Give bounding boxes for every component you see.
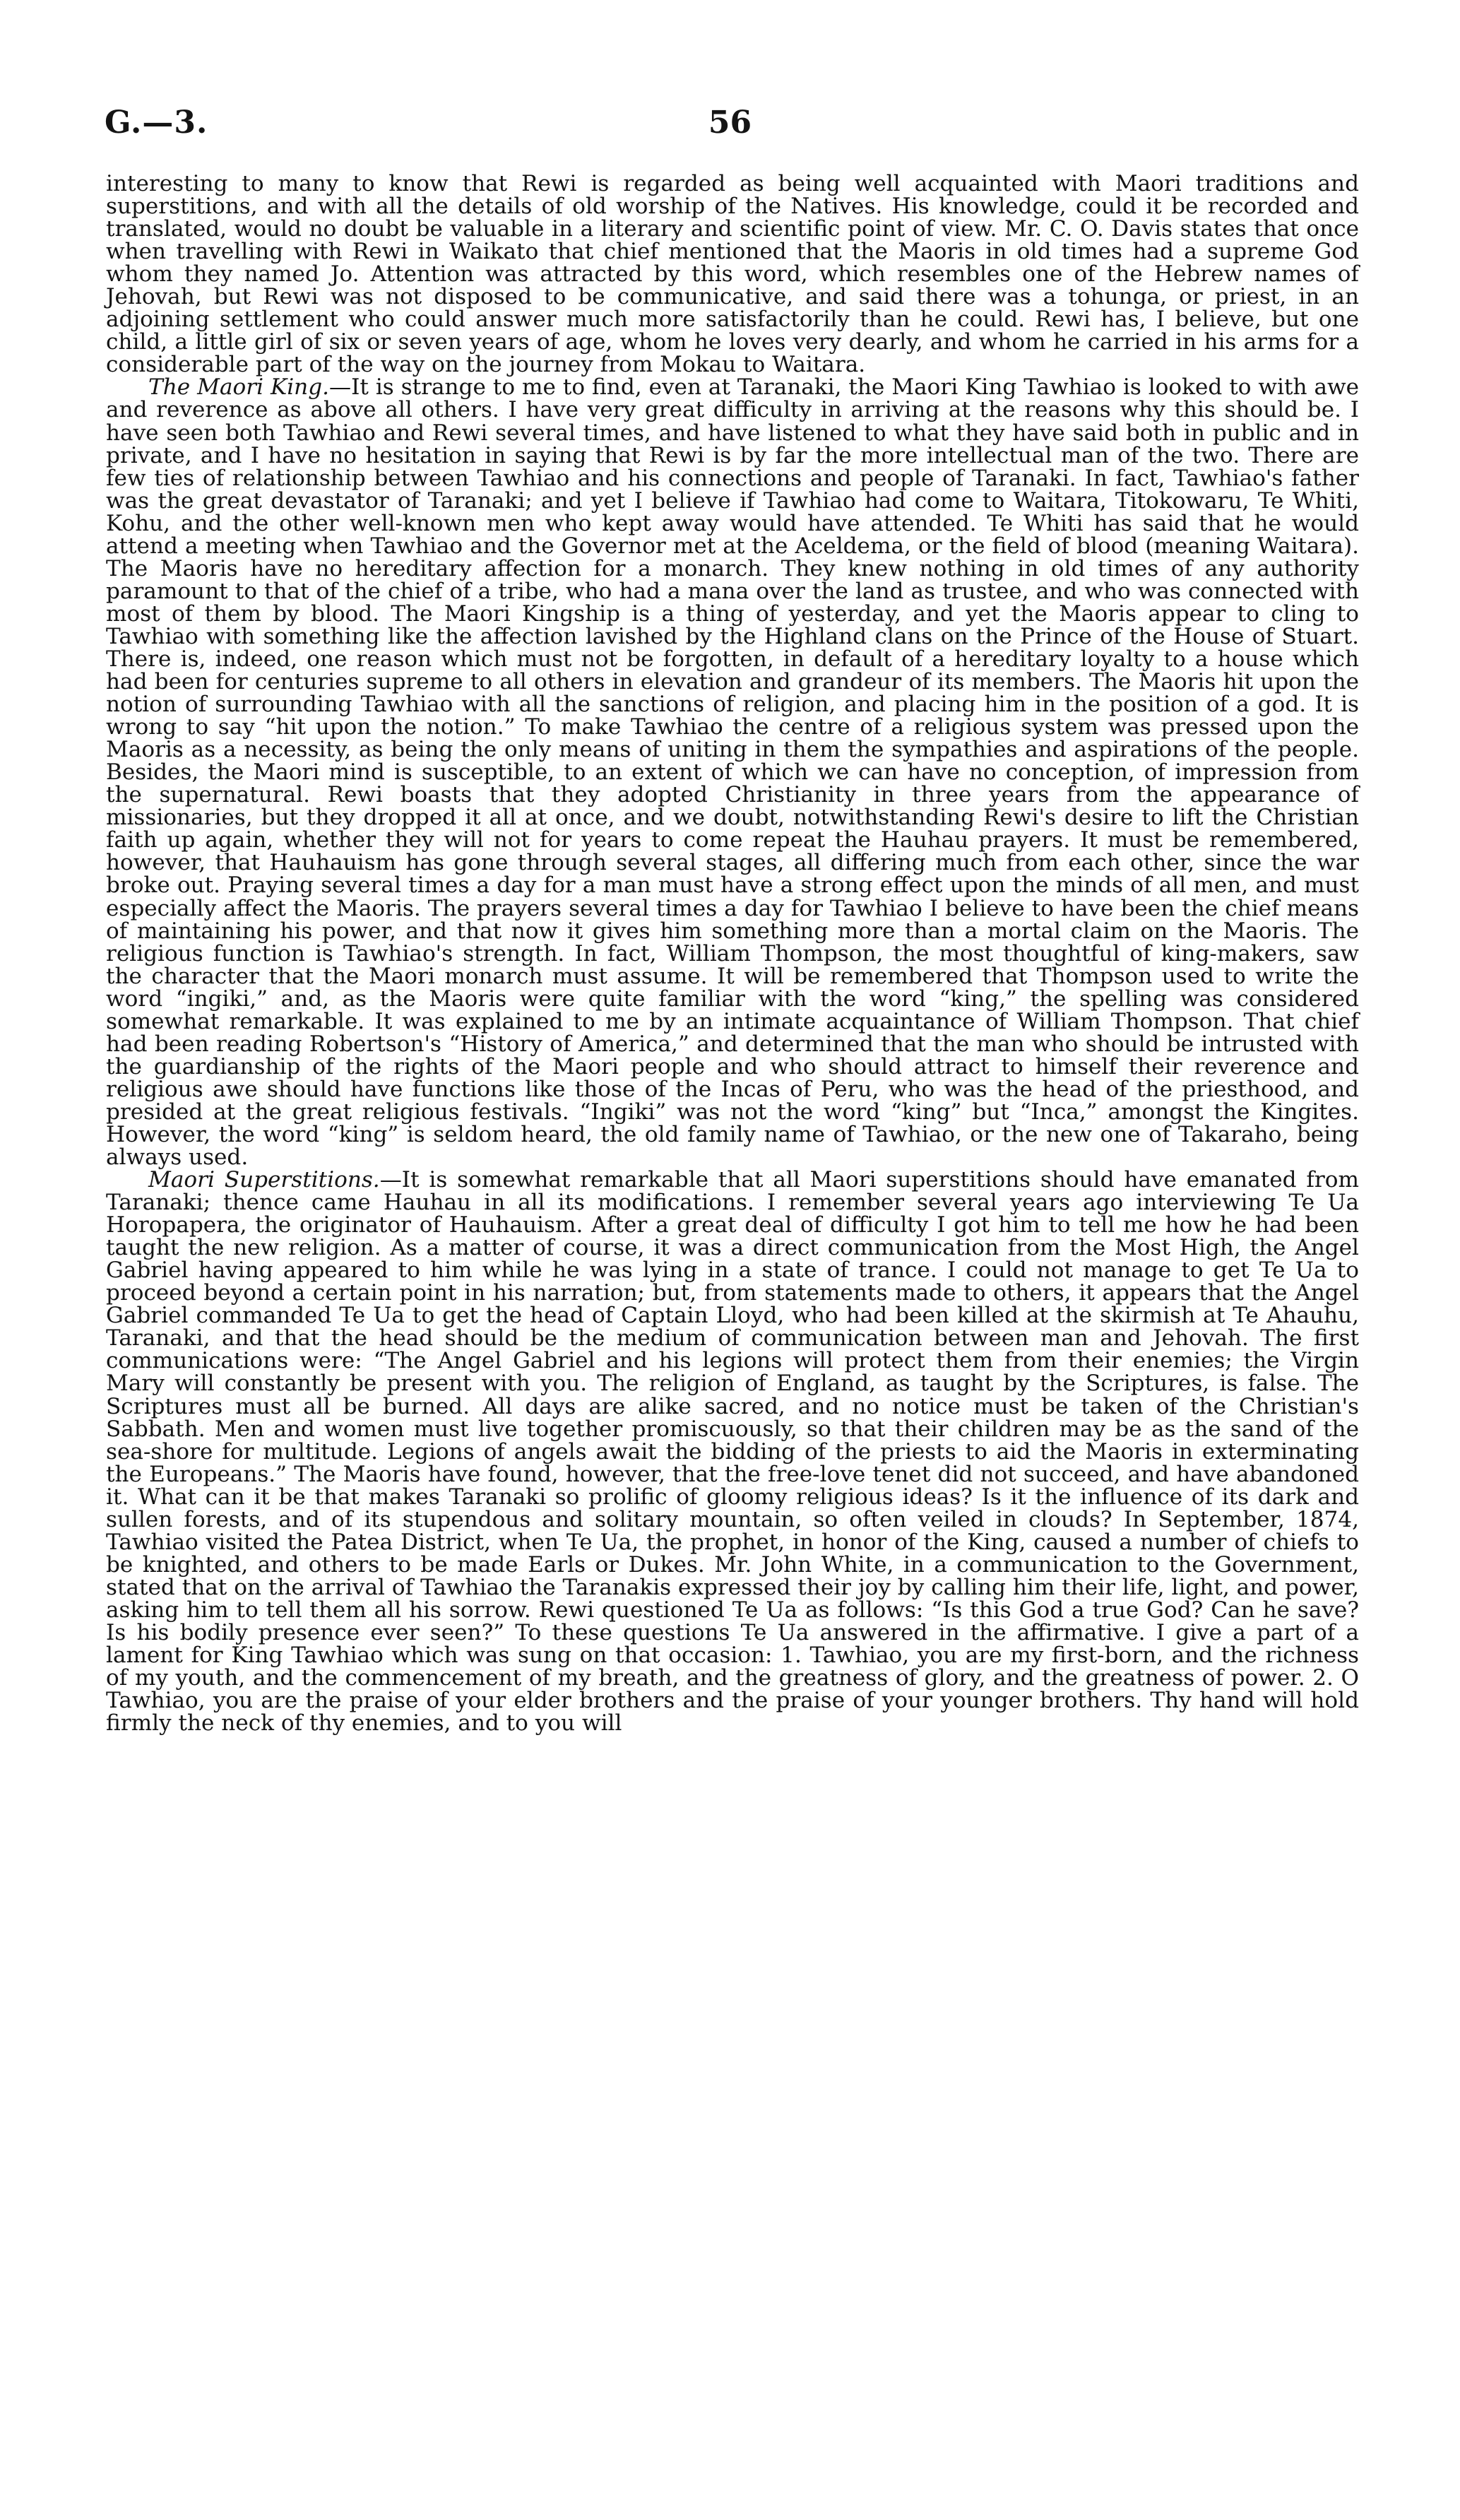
page-number: 56 [708, 105, 752, 141]
paragraph-text: interesting to many to know that Rewi is regarded as being well acquainted with Maori traditions and superstitions, and with all the details of old worship of the Natives. His knowledge, could it be recorded and translated, would no doubt be valuable in a literary and scientific point of view. Mr. C. O. Davis states that once when travelling with Rewi in Waikato that chief mentioned that the Maoris in old times had a supreme God whom they named Jo. Attention was attracted by this word, which resembles one of the Hebrew names of Jehovah, but Rewi was not disposed to be communicative, and said there was a tohunga, or priest, in an adjoining settlement who could answer much more satisfactorily than he could. Rewi has, I believe, but one child, a little girl of six or seven years of age, whom he loves very dearly, and whom he carried in his arms for a considerable part of the way on the journey from Mokau to Waitara. [106, 171, 1359, 378]
paragraph-maori-king [106, 376, 1359, 1169]
section-heading: The Maori King. [148, 374, 329, 401]
paragraph-text: —It is strange to me to find, even at Taranaki, the Maori King Tawhiao is looked to with awe and reverence as above all others. I have very great difficulty in arriving at the reasons why this should be. I have seen both Tawhiao and Rewi several times, and have listened to what they have said both in public and in private, and I have no hesitation in saying that Rewi is by far the more intellectual man of the two. There are few ties of relationship between Tawhiao and his connections and people of Taranaki. In fact, Tawhiao's father was the great devastator of Taranaki; and yet I believe if Tawhiao had come to Waitara, Titokowaru, Te Whiti, Kohu, and the other well-known men who kept away would have attended. Te Whiti has said that he would attend a meeting when Tawhiao and the Governor met at the Aceldema, or the field of blood (meaning Waitara). The Maoris have no hereditary affection for a monarch. They knew nothing in old times of any authority paramount to that of the chief of a tribe, who had a mana over the land as trustee, and who was connected with most of them by blood. The Maori Kingship is a thing of yesterday, and yet the Maoris appear to cling to Tawhiao with something like the affection lavished by the Highland clans on the Prince of the House of Stuart. There is, indeed, one reason which must not be forgotten, in default of a hereditary loyalty to a house which had been for centuries supreme to all others in elevation and grandeur of its members. The Maoris hit upon the notion of surrounding Tawhiao with all the sanctions of religion, and placing him in the position of a god. It is wrong to say “hit upon the notion.” To make Tawhiao the centre of a religious system was pressed upon the Maoris as a necessity, as being the only means of uniting in them the sympathies and aspirations of the people. Besides, the Maori mind is susceptible, to an extent of which we can have no conception, of impression from the supernatural. Rewi boasts that they adopted Christianity in three years from the appearance of missionaries, but they dropped it all at once, and we doubt, notwithstanding Rewi's desire to lift the Christian faith up again, whether they will not for years to come repeat the Hauhau prayers. It must be remembered, however, that Hauhauism has gone through several stages, all differing much from each other, since the war broke out. Praying several times a day for a man must have a strong effect upon the minds of all men, and must especially affect the Maoris. The prayers several times a day for Tawhiao I believe to have been the chief means of maintaining his power, and that now it gives him something more than a mortal claim on the Maoris. The religious function is Tawhiao's strength. In fact, William Thompson, the most thoughtful of king-makers, saw the character that the Maori monarch must assume. It will be remembered that Thompson used to write the word “ingiki,” and, as the Maoris were quite familiar with the word “king,” the spelling was considered somewhat remarkable. It was explained to me by an intimate acquaintance of William Thompson. That chief had been reading Robertson's “History of America,” and determined that the man who should be intrusted with the guardianship of the rights of the Maori people and who should attract to himself their reverence and religious awe should have functions like those of the Incas of Peru, who was the head of the priesthood, and presided at the great religious festivals. “Ingiki” was not the word “king” but “Inca,” amongst the Kingites. However, the word “king” is seldom heard, the old family name of Tawhiao, or the new one of Takaraho, being always used. [106, 374, 1360, 1171]
page-header [105, 105, 1355, 147]
section-heading: Maori Superstitions. [148, 1167, 380, 1193]
report-reference: G.—3. [105, 105, 208, 141]
paragraph-maori-superstitions [106, 1167, 1359, 1737]
paragraph-text: —It is somewhat remarkable that all Maori superstitions should have emanated from Taranaki; thence came Hauhau in all its modifications. I remember several years ago interviewing Te Ua Horopapera, the originator of Hauhauism. After a great deal of difficulty I got him to tell me how he had been taught the new religion. As a matter of course, it was a direct communication from the Most High, the Angel Gabriel having appeared to him while he was lying in a state of trance. I could not manage to get Te Ua to proceed beyond a certain point in his narration; but, from statements made to others, it appears that the Angel Gabriel commanded Te Ua to get the head of Captain Lloyd, who had been killed at the skirmish at Te Ahauhu, Taranaki, and that the head should be the medium of communication between man and Jehovah. The first communications were: “The Angel Gabriel and his legions will protect them from their enemies; the Virgin Mary will constantly be present with you. The religion of England, as taught by the Scriptures, is false. The Scriptures must all be burned. All days are alike sacred, and no notice must be taken of the Christian's Sabbath. Men and women must live together promiscuously, so that their children may be as the sand of the sea-shore for multitude. Legions of angels await the bidding of the priests to aid the Maoris in exterminating the Europeans.” The Maoris have found, however, that the free-love tenet did not succeed, and have abandoned it. What can it be that makes Taranaki so prolific of gloomy religious ideas? Is it the influence of its dark and sullen forests, and of its stupendous and solitary mountain, so often veiled in clouds? In September, 1874, Tawhiao visited the Patea District, when Te Ua, the prophet, in honor of the King, caused a number of chiefs to be knighted, and others to be made Earls or Dukes. Mr. John White, in a communication to the Government, stated that on the arrival of Tawhiao the Taranakis expressed their joy by calling him their life, light, and power, asking him to tell them all his sorrow. Rewi questioned Te Ua as follows: “Is this God a true God? Can he save? Is his bodily presence ever seen?” To these questions Te Ua answered in the affirmative. I give a part of a lament for King Tawhiao which was sung on that occasion: 1. Tawhiao, you are my first-born, and the richness of my youth, and the commencement of my breath, and the greatness of glory, and the greatness of power. 2. O Tawhiao, you are the praise of your elder brothers and the praise of your younger brothers. Thy hand will hold firmly the neck of thy enemies, and to you will [106, 1167, 1359, 1737]
body-text [106, 171, 1360, 1737]
paragraph-rewi-traditions [106, 172, 1359, 376]
